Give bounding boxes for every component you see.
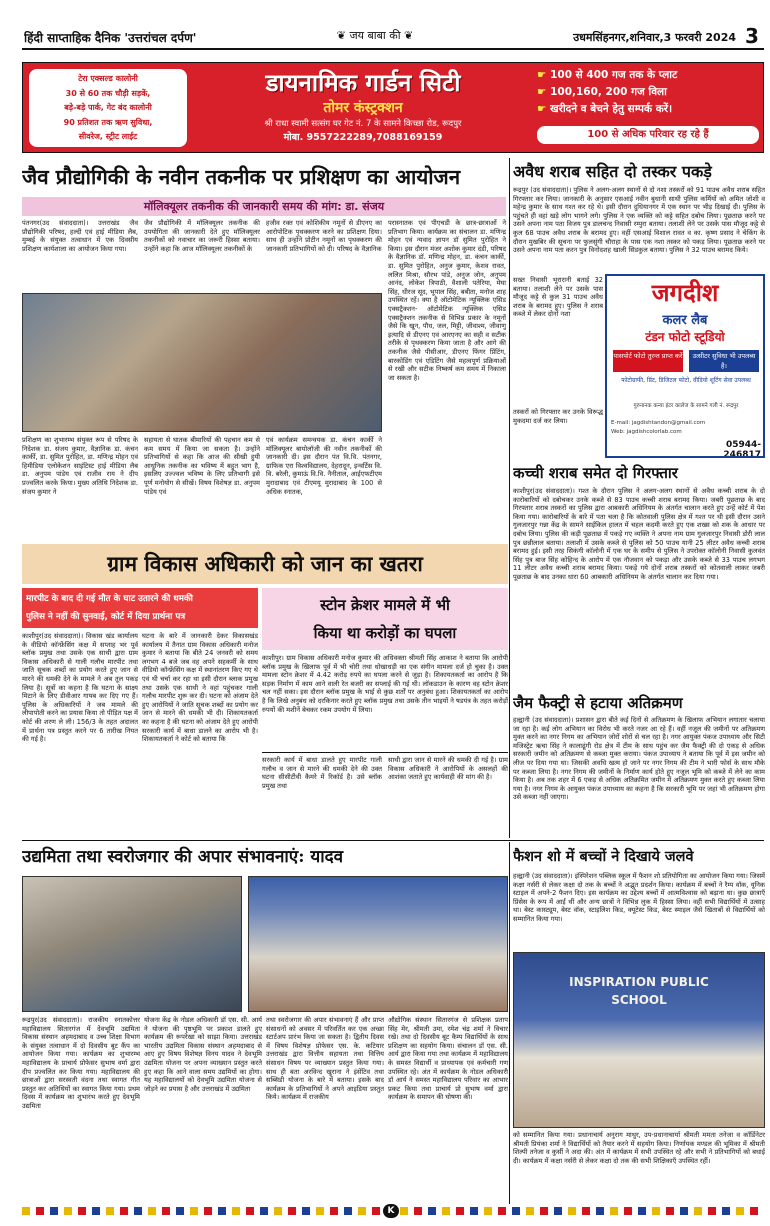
story1-subheadline: मॉलिक्यूलर तकनीक की जानकारी समय की मांग: डा. संजय [22, 197, 506, 216]
footer-mark: K [383, 1204, 399, 1218]
story1-row2c: एवं कार्यक्रम समन्वयक डा. कंचन कार्की ने मॉलिक्यूलर बायोलॉजी की नवीन तकनीकों की जानकारी दी। इस दौरान पंत वि.वि. पंतनगर, ग्राफिक एरा विश्वविद्यालय, देहरादून, इन्वर्टिस वि. वि. बरेली, कुमाऊं वि.वि. नैनीताल, आईएफटीएम मुरादाबाद एवं टीएमयू मुरादाबाद के 100 से अधिक स्नातक, [266, 436, 382, 496]
stone-col1: सरकारी कार्य में बाधा डालते हुए मारपीट गाली गलौच व जान से मारने की धमकी देने की उक्त घटना सीसीटीवी कैमरे में रिकॉर्ड है। उसे ब्लॉक प्रमुख तथा [262, 756, 382, 790]
gram-sub1: मारपीट के बाद दी गई मौत के घाट उतारने की धमकी [26, 594, 193, 604]
stone-text: काशीपुर। ग्राम विकास अधिकारी मनोज कुमार की अधिवक्ता श्रीमती सिंह आकाश ने बताया कि आरोपी ब्लॉक प्रमुख के खिलाफ पूर्व में भी चोरी तथा धोखाधड़ी का एक संगीन मामला दर्ज हो चुका है। उक्त मामला स्टोन क्रेशर में 4.42 करोड़ रुपये का घपला करने से जुड़ा है। शिकायतकर्ता का आरोप है कि सड़क निर्माण में काम आने वाली रेत बजरी का सप्लाई की गई थी। लॉकडाउन के कारण वह स्टोन क्रेशर चल नहीं सका। इस दौरान ब्लॉक प्रमुख के भाई से कुछ शर्तों पर अनुबंध हुआ। शिकायतकर्ता का आरोप है कि लिखे अनुबंध को दरकिनार करते हुए ब्लॉक प्रमुख तथा उसके तीन भाइयों ने षडयंत्र के तहत करोड़ों रुपयों की मशीनें बेचकर रकम उपयोग में लिया। [262, 654, 508, 714]
fashion-photo-sign: INSPIRATION PUBLIC SCHOOL [569, 975, 709, 1007]
gram-col1: काशीपुर(उद संवाददाता)। विकास खंड कार्यालय के वीडियो कॉन्फ्रेंसिंग कक्ष में सप्ताह भर पूर्व ब्लॉक प्रमुख तथा उसके एक साथी द्वारा ग्राम विकास अधिकारी से गाली गलौच मारपीट तथा जाति सूचक शब्दों का प्रयोग करते हुए जान से मारने की धमकी देने के मामले ने अब तूल पकड़ लिया है। सूत्रों का कहना है कि घटना के साक्ष्य मिटाने के लिए डीवीआर गायब कर दिए गए हैं। पुलिस के अधिकारियों ने जब मामले की लीपापोती करने का प्रयास किया तो पीड़ित पक्ष में कोर्ट की शरण ले ली। 156/3 के तहत अदालत में प्रार्थना पत्र प्रस्तुत करने पर 6 तारीख नियत की गई है। [22, 632, 138, 744]
jagdish-web: Web: jagdishcolorlab.com [611, 429, 682, 435]
jagdish-service-box: उत्सीटर सुविधा भी उपलब्ध है। [689, 350, 759, 372]
ad-right-line: 100,160, 200 गज विला [550, 86, 667, 98]
liquor-text-bottom: तस्करों को गिरफ्तार कर उनके विरूद्ध मुकदमा दर्ज कर लिया। [513, 408, 603, 425]
story1-col4: परास्नातक एवं पीएचडी के छात्र-छात्राओं ने प्रतिभाग किया। कार्यक्रम का संचालन डा. मणिन्द्र मोहन एवं न्यवाद ज्ञापन डॉ सुमित पुरोहित ने किया। इस दौरान मंजर अशोक कुमार दंडी, परिषद के वैज्ञानिक डॉ. मणिन्द्र मोहन, डा. कंचन कार्की, डा. सुमित पुरोहित, अनुज कुमार, केशव रावत, ललित मिश्रा, सौरभ पांडे, अनुज जोन, अनुपम आनंद, लोकेश त्रिपाठी, वैशाली पतेरिया, मेघा सिंह, धीरज सूद, भूपाल सिंह, बबीता, मनोज शाह उपस्थित रहें। क्या है ऑटोमेटिक न्यूक्लिक एसिड एक्सट्रैक्शन- ऑटोमेटिक न्यूक्लिक एसिड एक्सट्रैक्शन तकनीक से विभिन्न प्रकार के नमूनों जैसे कि खून, पौध, जल, मिट्टी, जीवाश्म, जीवाणु इत्यादि से डीएनए एवं आरएनए का सही व सटीक तरीके से पृथक्करण किया जाता है और आगे की तकनीक जैसे पीसीआर, डीएनए फिंगर प्रिंटिंग, बारकोडिंग एवं एडिटिंग जैसे महत्वपूर्ण प्रक्रियाओं से रखी और सटीक निष्कर्ष कम समय में निकाला जा सकता है। [388, 219, 506, 382]
jagdish-phone: 05944-246817 [723, 440, 761, 458]
masthead [0, 0, 770, 62]
udyam-photo-2 [248, 876, 508, 1012]
page-number: 3 [745, 24, 759, 48]
ad-subtitle: तोमर कंस्ट्रक्शन [323, 100, 403, 116]
udyam-photo-1 [22, 876, 242, 1012]
jagdish-line2: टंडन फोटो स्टूडियो [645, 330, 725, 344]
jagdish-ad [605, 274, 765, 458]
phone-icon: ☛ [537, 69, 551, 81]
gram-headline: ग्राम विकास अधिकारी को जान का खतरा [107, 551, 423, 576]
ad-address: श्री राधा स्वामी सत्संग घर गेट नं. 7 के सामने किच्छा रोड, रूदपुर [264, 119, 462, 129]
udyam-col3: तथा स्वरोजगार की अपार संभावनाएं हैं और प्राप्त संसाधनों को अवसर में परिवर्तित कर एक अच्छा स्टार्टअप प्रारंभ किया जा सकता है। द्वितीय दिवस में विषय विशेषज्ञ प्रोफेसर एस. के. कटियार उत्तराखंड द्वारा वित्तीय सहायता तथा वित्तिय संसाधन विषय पर व्याख्यान प्रस्तुत किया गया। साथ ही बता अरविन्द खुराना ने इंसेंटिव तथा सब्सिडी योजना के बारे में बताया। इसके बाद कार्यक्रम के प्रतिभागियों ने अपने आइडिया प्रस्तुत किये। कार्यक्रम में राजकीय [266, 1016, 384, 1102]
masthead-rule [22, 48, 764, 50]
gram-headline-band [22, 544, 508, 584]
liquor-text-side: सख्त निवासी भूरारानी बताई 32 बताया। तलाशी लेने पर उसके पास मौजूद कट्टे से कुल 31 पाउच अवैध शराब के बरामद हुए। पुलिस ने शराब कब्जे में लेकर दोनों नशा [513, 276, 603, 319]
ad-center-panel [195, 67, 531, 151]
ad-phone: मोबा. 9557222289,7088169159 [283, 132, 443, 143]
ad-left-line: सीवरेज, स्ट्रीट लाईट [78, 132, 138, 141]
udyam-col1: रूद्रपुर(उद संवाददाता)। राजकीय स्नातकोत्तर महाविद्यालय सितारगंज में देवभूमि उद्यमिता विकास संस्थान अहमदाबाद व उच्च शिक्षा विभाग के संयुक्त तत्वाधान में दो दिवसीय बूट कैंप का आयोजन किया गया। कार्यक्रम का शुभारम्भ महाविद्यालय के प्राचार्य प्रोफेसर सुभाष वर्मा द्वारा दीप प्रज्वलित कर किया गया। महाविद्यालय की छात्राओं द्वारा सरस्वती वंदना तथा स्वागत गीत प्रस्तुत कर अतिथियों का स्वागत किया गया। प्रथम दिवस में कार्यक्रम का शुभारंभ करते हुए देवभूमि उद्यमिता [22, 1016, 140, 1110]
jagdish-line1: कलर लैब [662, 313, 708, 328]
story1-col3: हजीव रक्त एवं कोशिकीय नमूनों से डीएनए का आरोपोटिक पृथक्करण करने का प्रशिक्षण दिया। साथ ही उन्होंने प्रोटीन नमूनों का पृथक्करण की जानकारी प्रतिभागियों को दी। परिषद के वैज्ञानिक [266, 219, 382, 253]
ad-right-banner: 100 से अधिक परिवार रह रहे हैं [537, 126, 759, 144]
masthead-left: हिंदी साप्ताहिक दैनिक 'उत्तरांचल दर्पण' [24, 31, 197, 45]
masthead-right: उधमसिंहनगर,शनिवार,3 फरवरी 2024 [573, 31, 736, 44]
stone-col2: साथी द्वारा जान से मारने की धमकी दी गई है। ग्राम विकास अधिकारी ने आरोपियों के असलहों की आशंका जताते हुए कार्यवाही की मांग की है। [388, 756, 508, 782]
ad-title: डायनामिक गार्डन सिटी [265, 69, 461, 97]
ornament-icon: ❦ [400, 29, 414, 42]
ad-banner [22, 62, 764, 153]
column-divider [509, 158, 510, 838]
fashion-text-bottom: को सम्मानित किया गया। प्रधानाचार्य अनुराग माथुर, उप-प्रधानाचार्या श्रीमती ममता तनेजा व कॉर्डिनेटर श्रीमती प्रियंका शर्मा ने विद्यार्थियों को तैयार करने में सहयोग किया। निर्णायक मण्डल की भूमिका में श्रीमती शिल्पी तनेजा व कुर्सी ने अदा की। अंत में कार्यक्रम में सभी उपस्थित रहे और सभी ने प्रतिभागियों को बधाई दी। कार्यक्रम में कक्षा नर्सरी से लेकर कक्षा दो तक की सभी शिक्षिकाएँ उपस्थित रहीं। [513, 1131, 765, 1165]
ad-left-line: टेरा एक्सल्ड कालोनी [78, 74, 138, 83]
stone-headline-1: स्टोन क्रेशर मामले में भी [320, 596, 450, 614]
ad-left-line: 90 प्रतिशत तक ऋण सुविधा, [63, 117, 153, 127]
ad-left-panel [29, 69, 187, 147]
story1-photo [22, 293, 382, 432]
phone-icon: ☛ [537, 86, 551, 98]
story1-col2: जैव प्रौद्योगिकी में मॉलिक्यूलर तकनीक की उपयोगिता की जानकारी देते हुए मॉलिक्यूलर तकनीकों को नवाचार का जरूरी हिस्सा बताया। उन्होंने कहा कि आज मॉलिक्यूलर तकनीकों के [144, 219, 260, 253]
phone-icon: ☛ [537, 103, 551, 115]
ad-right-line: 100 से 400 गज तक के प्लाट [550, 69, 678, 81]
gram-sub2: पुलिस ने नहीं की सुनवाई, कोर्ट में दिया प्रार्थना पत्र [26, 612, 186, 622]
udyam-col2: योजना केंद्र के नोडल अधिकारी डॉ एस. सी. आर्य ने योजना की पृष्ठभूमि पर प्रकाश डालते हुए कार्यक्रम की रूपरेखा को साझा किया। उत्तराखंड भारतीय उद्यमिता विकास संस्थान अहमदाबाद से आए हुए विषय विशेषज्ञ विनय यादव ने देवभूमि उद्यमिता योजना पर अपना व्याख्यान प्रस्तुत करते हुए कहा कि आने वाला समय उद्यमियों का होगा। यह महाविद्यालयों को देवभूमि उद्यमिता योजना से जोड़ने का प्रयास है और उत्तराखंड में उद्यमिता [144, 1016, 262, 1093]
fashion-photo [513, 952, 765, 1128]
udyam-headline: उद्यमिता तथा स्वरोजगार की अपार संभावनाएं: यादव [22, 847, 344, 867]
ad-left-line: बड़े-बड़े पार्क, गेट बंद कालोनी [64, 103, 152, 112]
ornament-icon: ❦ [336, 29, 350, 42]
jagdish-passport-box: पासपोर्ट फोटो तुरन्त प्राप्त करें [613, 350, 683, 372]
ad-right-line: खरीदने व बेचने हेतु सम्पर्क करें। [550, 103, 673, 115]
story1-row2b: सहायता से घातक बीमारियों की पहचान कम से कम समय में किया जा सकता है। उन्होंने प्रतिभागियों से कहा कि आज की सीखी हुयी आधुनिक तकनीक का भविष्य में बहुत भाग है, इसलिए उज्ज्वल भविष्य के लिए प्रतिभागी इसे पूर्ण मनोयोग से सीखें। विषय विशेषज्ञ डा. अनुपम पांडेय एवं [144, 436, 260, 496]
stone-headline-2: किया था करोड़ों का घपला [313, 624, 457, 642]
jagdish-strip: फोटोग्राफी, प्रिंट, डिजिटल फोटो, वीडियो शूटिंग सेवा उपलब्ध [621, 377, 751, 384]
ad-right-panel [537, 67, 759, 151]
kachchi-headline: कच्ची शराब समेत दो गिरफ्तार [513, 464, 678, 482]
ad-left-line: 30 से 60 तक चौड़ी सड़कें, [65, 88, 151, 98]
footer-bar [22, 1204, 764, 1218]
fashion-text: हल्द्वानी (उद संवाददाता)। इंस्पिरेशन पब्लिक स्कूल में फैशन शो प्रतियोगिता का आयोजन किया गया। जिसमें कक्षा नर्सरी से लेकर कक्षा दो तक के बच्चों ने अद्भुत प्रदर्शन किया। कार्यक्रम में बच्चों ने रैम्प वॉक, यूनिक स्टाइल में अपने-2 फैशन दिए। इस कार्यक्रम का उद्देश्य बच्चों में आत्मविश्वास को बढ़ाना था। कुछ छात्राएँ प्रिंसेस के रूप में आईं थीं और अन्य छात्रों ने विभिन्न लुक में हिस्सा लिया। वहीं सभी विद्यार्थियों में उत्साह था। बेस्ट कास्ट्यूम, बेस्ट वॉक, स्टाइलिश किड, क्यूटेस्ट किड, बेस्ट स्माइल जैसे खिताबों से विद्यार्थियों को सम्मानित किया गया। [513, 872, 765, 923]
story1-row2a: प्रशिक्षण का शुभारम्भ संयुक्त रूप से परिषद के निदेशक डा. संजय कुमार, वैज्ञानिक डा. कंचन कार्की, डा. सुमित पुरोहित, डा. मणिन्द्र मोहन एवं हिमीडिया एलोकेशन साइंटिस्ट हाई मीडिया लैब डा. अनुपम पांडेय एवं राजीव राय ने दीप प्रज्वलित करके किया। मुख्य अतिथि निदेशक डा. संजय कुमार ने [22, 436, 138, 496]
fashion-headline: फैशन शो में बच्चों ने दिखाये जलवे [513, 848, 694, 865]
kachchi-text: काशीपुर(उद संवाददाता)। गश्त के दौरान पुलिस ने अलग-अलग स्थानों से अवैध कच्ची शराब के दो कारोबारियों को दबोचकर उनके कब्जे से 83 पाउच कच्ची शराब बरामद किया। जबरी पूछताछ के बाद गिरफ्तार शराब तस्करों का पुलिस द्वारा आबकारी अधिनियम के अंतर्गत चालान करते हुए उन्हें कोर्ट में पेश किया गया। कारोबारियों के बारे में पता चला है कि कोतवाली पुलिस क्षेत्र में गश्त पर थी इसी दौरान उसने गुलजारपुर गन्ना केंद्र के सामने साईकिल हालत में चहल कदमी करते हुए एक शख्स को शक के आधार पर दबोच लिया। पुलिस की कड़ी पूछताछ में पकड़े गए व्यक्ति ने अपना नाम ग्राम गुलजारपुर निवासी डोरी लाल पुत्र छन्नीलाल बताया। तलाशी में उसके कब्जे से पुलिस को 50 पाउच यानी 25 लीटर अवैध कच्ची शराब बरामद हुई। इसी तरह सिकंगी कॉलोनी में एक घर के समीप से पुलिस ने उपरोक्त कॉलोनी निवासी कुलवंत सिंह पुत्र बाज सिंह कोहिन्द के आरोप में एक नौजवान को पकड़ा और उसके कब्जे से 33 पाउच लगभग 11 लीटर अवैध कच्ची शराब बरामद किया। पकड़े गये दोनों शराब तस्करों को कोतवाली लाकर जबरी पूछताछ के बाद उनका धारा 60 आबकारी अधिनियम के अंतर्गत चालान कर दिया गया। [513, 487, 765, 581]
jaim-text: हल्द्वानी (उद संवाददाता)। प्रशासन द्वारा बीते कई दिनों से अतिक्रमण के खिलाफ अभियान लगातार चलाया जा रहा है। कई लोग अभियान का विरोध भी करते नजर आ रहे हैं। वहीं नजूल की जमीनों पर अतिक्रमण मुक्त करने का नगर निगम का अभियान जोरों शोरों से चल रहा है। नगर आयुक्त पंकज उपाध्याय और सिटी मजिस्ट्रेट ऋचा सिंह ने कालाढूंगी रोड क्षेत्र में टीम के साथ पहुंच कर जैम फैक्ट्री की दो एकड़ से अधिक सरकारी जमीन को अतिक्रमण से कब्जा मुक्त कराया। पंकज उपाध्याय ने बताया कि पूर्व में इस जमीन को लीज पर दिया गया था। जिसकी अवधि खत्म हो जाने पर नगर निगम की टीम ने भारी फोर्स के साथ मौके पर कब्जा लिया है। नगर निगम की जमीनों के निर्माण कार्य होते हुए नजूल भूमि को कब्जे में लेने का काम किया है। अब तक शहर में 6 एकड़ से अधिक अतिक्रमित जमीन में अतिक्रमण मुक्त करते हुए कब्जा लिया गया है। नगर निगम के आयुक्त पंकज उपाध्याय का कहना है कि सरकारी भूमि पर जहां भी अतिक्रमण होगा उसे कब्जा नहीं जाएगा। [513, 716, 765, 802]
gram-col2: घटना के बारे में जानकारी देकर विकासखंड कार्यालय में तैनात ग्राम विकास अधिकारी मनोज कुमार ने बताया कि बीते 24 जनवरी को समय लगभग 4 बजे जब वह अपने सहकर्मी के साथ वीडियो कॉन्फ्रेंसिंग कक्ष में स्थानांतरण किए गए थे एवं थी चर्चा कर रहा था इसी दौरान ब्लाक प्रमुख तथा उसके एक साथी ने वहां पहुंचकर गाली गलौच मारपीट शुरू कर दी। घटना को अंजाम देते हुए आरोपियों ने जाति सूचक शब्दों का प्रयोग कर जान से मारने की धमकी भी दी। शिकायतकर्ता का कहना है की घटना को अंजाम देते हुए आरोपी सरकारी कार्य में बाधा डालने का आरोप भी है। शिकायतकर्ता ने कोर्ट को बताया कि [142, 632, 258, 744]
liquor-text: रूद्रपुर (उद संवाददाता)। पुलिस ने अलग-अलग स्थानों से दो नशा तस्करों को 91 पाउच अवैध शराब सहित गिरफ्तार कर लिया। जानकारी के अनुसार एसआई नवीन बुधानी साथी पुलिस कर्मियों को अमित जोशी व महेन्द्र कुमार के साथ गश्त कर रहे थे। इसी दौरान दुधियानगर में एक स्थान पर भीड़ दिखाई दी। पुलिस के पहुंचते ही वहां खड़े लोग भागने लगे। पुलिस ने एक व्यक्ति को कट्टे सहित दबोच लिया। पूछताछ करने पर उसने अपना नाम पता विजय पुत्र डालचन्द निवासी रम्पुरा बताया। तलाशी लेने पर उसके पास मौजूद कट्टे से कुल 68 पाउच अवैध शराब के बरामद हुए। वहीं एसआई विशाल रावत व का. कृष्ण प्रसाद ने चेकिंग के दौरान मुखबिर की सूचना पर फुलसुंगी चौराहा के पास एक नशा तस्कर को पकड़ लिया। पूछताछ करने पर उसने अपना नाम पता करन पुत्र विनोदशह खाली सिडकुल बताया। पुलिस ने 32 पाउच बरामद किये। [513, 186, 765, 255]
jagdish-info: गुरुनानक कन्या इंटर कालेज के सामने गली नं. रूद्रपुर [633, 403, 739, 409]
story1-headline: जैव प्रौद्योगिकी के नवीन तकनीक पर प्रशिक्षण का आयोजन [22, 165, 461, 189]
masthead-center: ❦ जय बाबा की ❦ [336, 29, 414, 42]
gram-sub-box [22, 588, 258, 628]
story1-col1: पंतनगर(उद संवाददाता)। उत्तराखंड जैव प्रौद्योगिकी परिषद, हल्दी एवं हाई मीडिया लैब, मुम्बई के संयुक्त तत्वाधान में एक दिवसीय प्रशिक्षण कार्यशाला का आयोजन किया गया। [22, 219, 138, 253]
liquor-headline: अवैध शराब सहित दो तस्कर पकड़े [513, 162, 712, 181]
jaim-headline: जैम फैक्ट्री से हटाया अतिक्रमण [513, 694, 683, 712]
udyam-col4: औद्योगिक संस्थान सितारगंज से प्रशिक्षक प्रताप सिंह मेर, श्रीमती उमा, रमेश चंद्र शर्मा ने विचार रखे। तथा दो दिवसीय बूट कैम्प विद्यार्थियों के साथ प्रशिक्षण का सहयोग किया। संचालन डॉ एस. सी. आर्य द्वारा किया गया तथा कार्यक्रम में महाविद्यालय के समस्त विद्यार्थी व प्राध्यापक एवं कर्मचारी गण उपस्थित रहे। अंत में कार्यक्रम के नोडल अधिकारी डॉ आर्य ने समस्त महाविद्यालय परिवार का आभार प्रकट किया तथा प्राचार्य प्रो सुभाष वर्मा द्वारा कार्यक्रम के समापन की घोषणा की। [388, 1016, 508, 1102]
stone-headline-box [262, 588, 508, 650]
jagdish-title: जगदीश [651, 279, 719, 307]
jagdish-email: E-mail: jagdishtandon@gmail.com [611, 420, 706, 426]
